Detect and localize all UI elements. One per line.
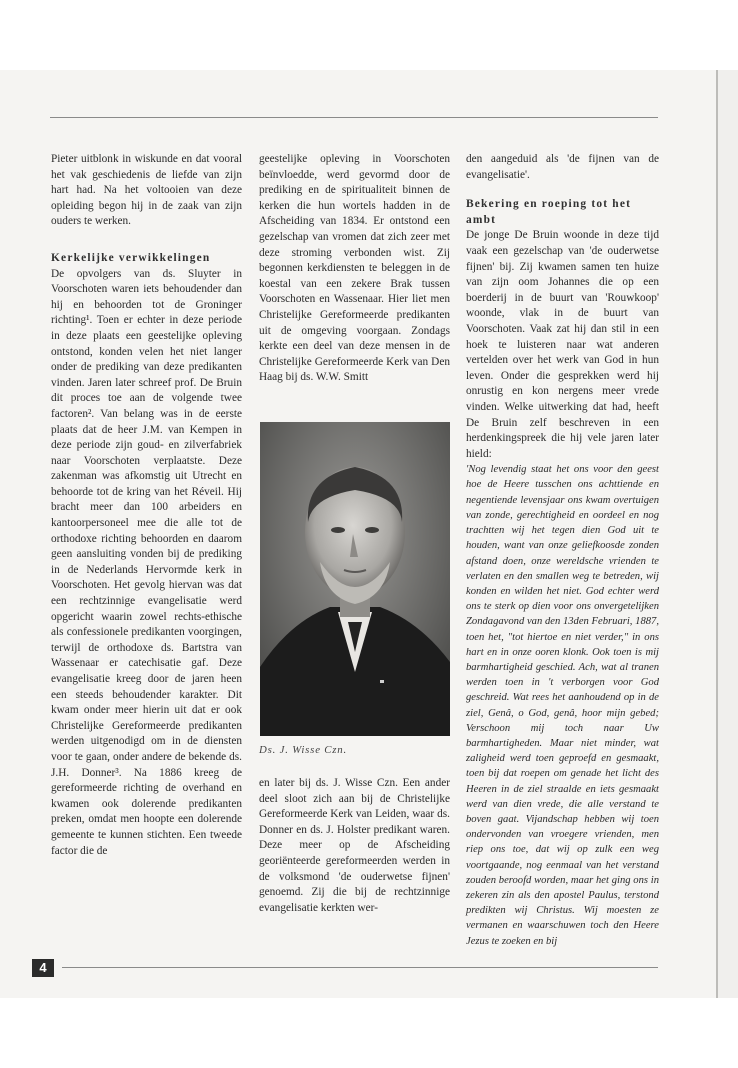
portrait-photo (260, 422, 450, 736)
column-2-paragraph-2: en later bij ds. J. Wisse Czn. Een ander deel sloot zich aan bij de Christelijke Gereformeerde Kerk van Leiden, waar ds. Donner en ds. J. Holster predikant waren. Deze meer op de Afscheiding georiënteerde gereformeerden werden in de volksmond 'de ouderwetse fijnen' genoemd. Zij die bij de rechtzinnige evangelisatie kerkten wer- (259, 777, 450, 914)
column-1 (51, 152, 242, 859)
column-3-paragraph-2: De jonge De Bruin woonde in deze tijd vaak een gezelschap van 'de ouderwetse fijnen' bij. Zij kwamen samen ten huize van zijn oom Johannes die op een boerderij in de buurt van 'Rouwkoop' woonde, vlak in de buurt van Voorschoten. Vaak zat hij dan stil in een hoek te luisteren naar wat anderen vertelden over het werk van God in hun leven. Onder die gesprekken werd hij onrustig en kon nergens meer vrede vinden. Welke uitwerking dat had, heeft De Bruin zelf beschreven in een herdenkingspreek die hij vele jaren later hield: (466, 229, 659, 460)
column-3-paragraph-1: den aangeduid als 'de fijnen van de evangelisatie'. (466, 153, 659, 181)
portrait-caption: Ds. J. Wisse Czn. (259, 744, 347, 756)
next-page-edge (716, 70, 738, 998)
portrait-illustration (260, 422, 450, 736)
column-3 (466, 152, 659, 949)
section-heading-kerkelijke: Kerkelijke verwikkelingen (51, 251, 211, 264)
column-1-paragraph-2: De opvolgers van ds. Sluyter in Voorschoten waren iets behoudender dan hij en behoorden tot de Groninger richting¹. Toen er echter in deze periode in deze plaats een geestelijke opleving ontstond, konden velen het niet langer onder de prediking van deze predikanten vinden. Jaren later schreef prof. De Bruin dit proces toe aan de volgende twee factoren². Van belang was in de eerste plaats dat de heer J.M. van Kempen in deze periode zijn goud- en zilverfabriek naar Voorschoten verplaatste. Deze zakenman was afkomstig uit Utrecht en behoorde tot de kring van het Réveil. Hij bracht meer dan 100 arbeiders en kantoorpersoneel mee die alle tot de orthodoxe richting behoorden en daarom geen aansluiting vonden bij de prediking in de Nederlands Hervormde kerk in Voorschoten. Het gevolg hiervan was dat een rechtzinnige evangelisatie werd opgericht waarin zowel rechts-ethische als confessionele predikanten voorgingen, terwijl de orthodoxe ds. Bartstra van Wassenaar er catechisatie gaf. Deze evangelisatie kreeg door de jaren heen een steeds behoudender karakter. Dit kwam onder meer hierin uit dat er ook Christelijke Gereformeerde predikanten werden uitgenodigd om in de diensten voor te gaan, onder andere de bekende ds. J.H. Donner³. Na 1886 kreeg de gereformeerde richting de overhand en kwamen ook dolerende predikanten preken, omdat men hoopte een dolerende gemeente te kunnen stichten. Een tweede factor die de (51, 267, 242, 857)
column-2 (259, 152, 450, 386)
column-2-continued (259, 776, 450, 916)
footer-rule (62, 967, 658, 968)
header-rule (50, 117, 658, 118)
column-2-paragraph-1: geestelijke opleving in Voorschoten beïnvloedde, werd gevormd door de prediking en de spiritualiteit binnen de kerken die hun wortels hadden in de Afscheiding van 1834. Er ontstond een gezelschap van vromen dat zich zeer met deze stroming verbonden wist. Zij begonnen kerkdiensten te beleggen in de koestal van een zekere Brak tussen Voorschoten en Wassenaar. Hier liet men Christelijke Gereformeerde predikanten uit de omgeving voorgaan. Zondags kerkte een deel van deze mensen in de Christelijke Gereformeerde Kerk van Den Haag bij ds. W.W. Smitt (259, 153, 450, 384)
section-heading-bekering: Bekering en roeping tot het ambt (466, 198, 632, 226)
sermon-quote: 'Nog levendig staat het ons voor den geest hoe de Heere tusschen ons achttiende en negentiende levensjaar ons kwam overtuigen van zonde, gerechtigheid en oordeel en nog trachtten wij het tegen dien God uit te houden, want van onze geliefkoosde zonden afstand doen, onze wereldsche vrienden te verlaten en den smallen weg te betreden, wij konden en wilden het niet. God echter werd ons te sterk op dien voor ons onvergetelijken Zondagavond van den 13den Februari, 1887, toen het, "tot hiertoe en niet verder," in ons hart en in onze ooren klonk. Ook toen is mij barmhartigheid geschied. Ach, wat al tranen werden toen in 't verborgen voor God geschreid. Wat rees het aanhoudend op in de ziel, Genâ, o God, genâ, hoor mijn gebed; Verschoon mij toch naar Uw barmhartigheden. Maar niet minder, wat zaligheid werd toen geproefd en gesmaakt, toen bij dat roepen om genade het licht des Heeren in de ziel straalde en iets gesmaakt werd van dien vrede, die alle verstand te boven gaat. Vijandschap hebben wij toen ondervonden van vroegere vrienden, men riep ons toe, dat wij op zulk een weg voortgaande, nog eenmaal van het verstand zouden beroofd worden, maar het ging ons in zekeren zin als den apostel Paulus, terstond predikten wij Christus. Wij moesten ze vermanen en waarschuwen toch den Heere Jezus te zoeken en bij (466, 464, 659, 947)
page-number: 4 (32, 959, 54, 977)
column-1-paragraph-1: Pieter uitblonk in wiskunde en dat vooral het vak geschiedenis de liefde van zijn hart had. Na het voltooien van deze opleiding begon hij in de zaak van zijn ouders te werken. (51, 153, 242, 228)
